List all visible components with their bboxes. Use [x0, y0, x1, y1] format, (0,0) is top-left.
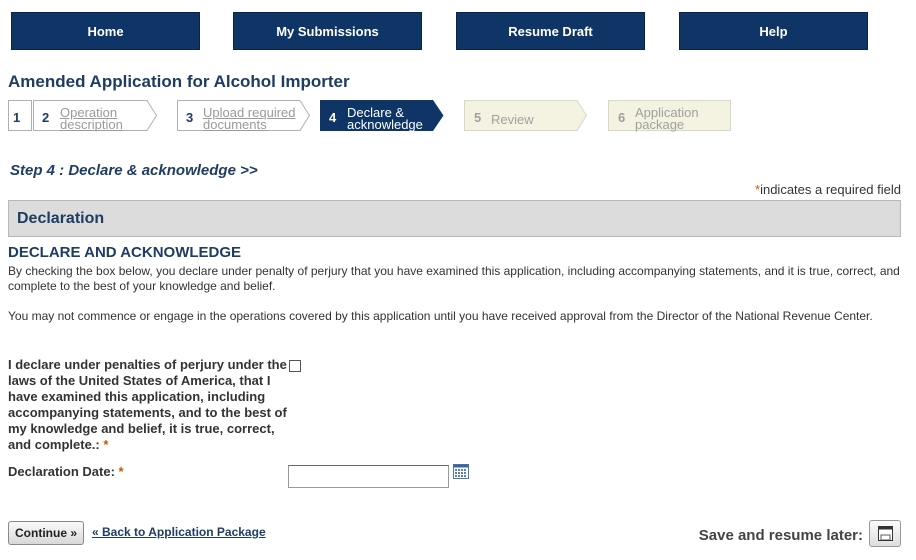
nav-resume-draft-button[interactable]: Resume Draft	[456, 12, 645, 50]
step-heading: Step 4 : Declare & acknowledge >>	[10, 162, 258, 179]
step-3[interactable]	[177, 100, 310, 131]
step-2-label: Operation description	[60, 105, 123, 132]
step-1[interactable]	[8, 100, 32, 131]
step-5-label: Review	[491, 112, 534, 127]
required-note	[755, 182, 901, 197]
save-resume-button[interactable]	[869, 520, 901, 547]
step-2-number: 2	[42, 110, 50, 125]
section-header	[8, 200, 901, 237]
page-title: Amended Application for Alcohol Importer	[8, 72, 350, 91]
section-title: Declaration	[17, 210, 105, 227]
top-nav	[0, 12, 916, 50]
required-note-text: indicates a required field	[760, 182, 901, 197]
declaration-paragraph: By checking the box below, you declare under penalty of perjury that you have examined this application, including accompanying statements, and it is true, correct, and complete to the best of your knowledge and belief.	[8, 264, 900, 293]
continue-button[interactable]: Continue »	[8, 521, 84, 545]
declare-title: DECLARE AND ACKNOWLEDGE	[8, 244, 242, 261]
step-6-number: 6	[618, 110, 626, 125]
step-4-label: Declare & acknowledge	[347, 105, 423, 132]
required-star: *	[103, 437, 109, 452]
declaration-date-input[interactable]	[288, 465, 449, 488]
nav-my-submissions-button[interactable]: My Submissions	[233, 12, 422, 50]
declaration-checkbox[interactable]	[289, 360, 301, 372]
back-to-application-package-link[interactable]: « Back to Application Package	[92, 525, 266, 539]
step-progress	[8, 100, 908, 132]
floppy-disk-icon	[878, 526, 893, 541]
declaration-date-label: Declaration Date: *	[8, 464, 124, 479]
step-4-number: 4	[329, 110, 337, 125]
declaration-checkbox-label: I declare under penalties of perjury under the laws of the United States of America, that I have examined this application, including accompanying statements, and to the best of my knowledge and belief, it is true, correct, and complete.: *	[8, 357, 287, 452]
step-3-number: 3	[186, 110, 194, 125]
step-5	[464, 100, 587, 131]
nav-home-button[interactable]: Home	[11, 12, 200, 50]
nav-help-button[interactable]: Help	[679, 12, 868, 50]
step-1-number: 1	[13, 110, 21, 125]
step-5-number: 5	[474, 110, 482, 125]
step-4	[320, 100, 444, 131]
calendar-icon[interactable]	[453, 464, 469, 479]
approval-paragraph: You may not commence or engage in the operations covered by this application until you have received approval from the Director of the National Revenue Center.	[8, 309, 873, 323]
step-3-label: Upload required documents	[203, 105, 296, 132]
required-star: *	[755, 182, 761, 197]
step-6	[608, 100, 731, 131]
required-star: *	[118, 464, 124, 479]
save-resume-label: Save and resume later:	[698, 527, 863, 544]
step-2[interactable]	[33, 100, 157, 131]
step-6-label: Application package	[635, 105, 699, 132]
